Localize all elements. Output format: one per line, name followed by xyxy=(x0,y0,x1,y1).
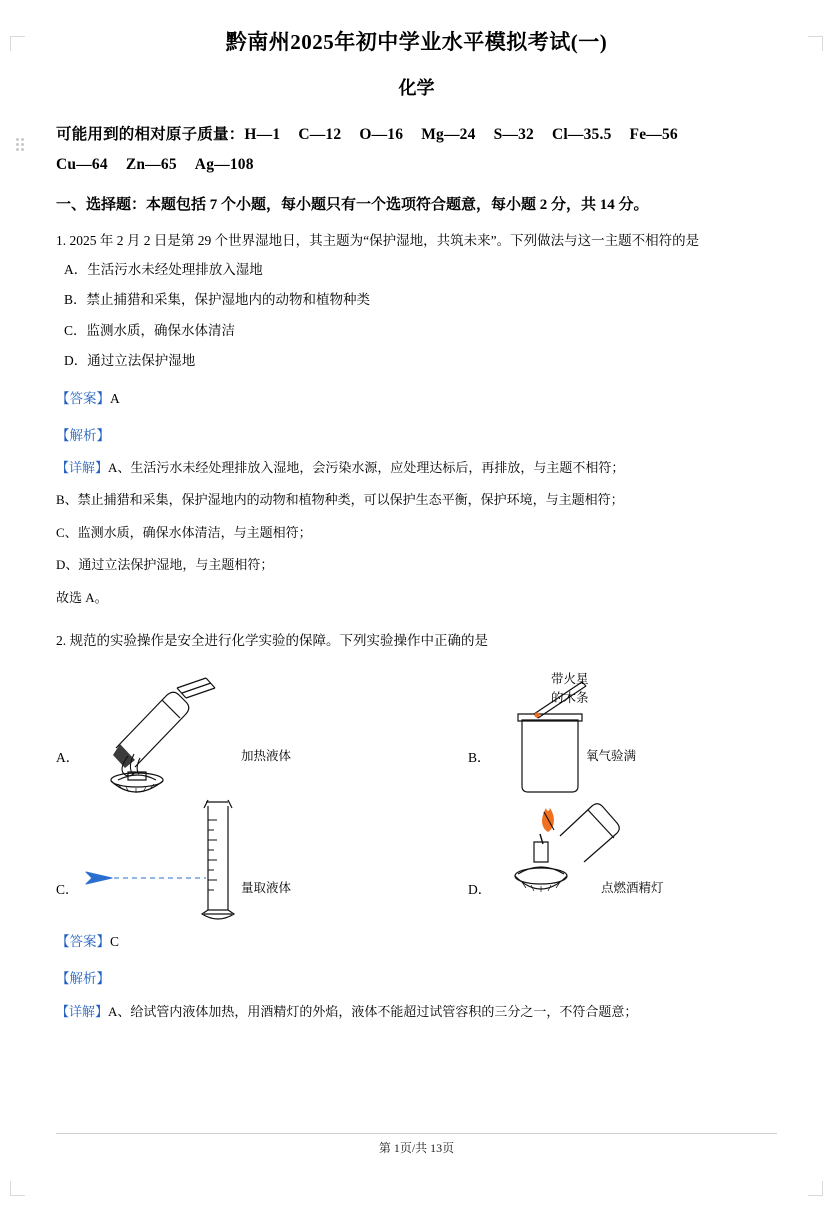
document-page xyxy=(0,26,833,1206)
section-heading: 一、选择题：本题包括 7 个小题，每小题只有一个选项符合题意，每小题 2 分，共 14 分。 xyxy=(56,197,649,214)
question-2-option-a-letter: A． xyxy=(56,750,80,766)
question-2-option-a-caption: 加热液体 xyxy=(241,749,292,764)
analysis-tag: 【解析】 xyxy=(56,971,110,987)
question-2-option-c-letter: C． xyxy=(56,882,79,898)
crop-mark-bottom-left xyxy=(10,1181,25,1196)
question-1-stem: 1. 2025 年 2 月 2 日是第 29 个世界湿地日，其主题为“保护湿地，共筑未来”。下列做法与这一主题不相符的是 xyxy=(56,233,700,249)
crop-mark-bottom-right xyxy=(808,1181,823,1196)
question-2-option-b-annotation: 带火星 的木条 xyxy=(551,672,589,705)
atomic-mass-c: C—12 xyxy=(298,126,342,143)
question-1-answer xyxy=(56,383,777,414)
atomic-mass-h: H—1 xyxy=(244,126,281,143)
question-1-option-a[interactable]: A．生活污水未经处理排放入湿地 xyxy=(64,262,263,278)
question-1-conclusion: 故选 A。 xyxy=(56,589,108,605)
test-tube-heating-icon xyxy=(78,660,248,800)
question-2-analysis-tag xyxy=(56,963,777,994)
question-2-option-c-caption: 量取液体 xyxy=(241,881,292,896)
lighting-alcohol-lamp-icon xyxy=(488,790,668,922)
question-1-detail-4: D、通过立法保护湿地，与主题相符； xyxy=(56,557,274,573)
atomic-mass-o: O—16 xyxy=(359,126,404,143)
question-2-option-b-letter: B． xyxy=(468,750,491,766)
atomic-mass-zn: Zn—65 xyxy=(125,156,177,174)
answer-value: A xyxy=(110,390,120,406)
atomic-mass-cu: Cu—64 xyxy=(56,156,108,174)
question-1-detail-2: B、禁止捕猎和采集，保护湿地内的动物和植物种类，可以保护生态平衡，保护环境，与主题相符； xyxy=(56,492,624,508)
question-1-analysis-tag xyxy=(56,420,777,451)
detail-text: A、生活污水未经处理排放入湿地，会污染水源，应处理达标后，再排放，与主题不相符； xyxy=(108,459,625,475)
page-title: 黔南州2025年初中学业水平模拟考试(一) xyxy=(225,30,608,54)
atomic-mass-ag: Ag—108 xyxy=(194,156,254,174)
question-2-figure-grid xyxy=(56,660,777,920)
page-subtitle: 化学 xyxy=(398,78,435,98)
footer-divider xyxy=(56,1133,777,1134)
detail-tag: 【详解】 xyxy=(56,1003,109,1019)
question-1-detail-3: C、监测水质，确保水体清洁，与主题相符； xyxy=(56,524,312,540)
question-2-option-d-caption: 点燃酒精灯 xyxy=(601,881,664,896)
question-2-option-d-letter: D． xyxy=(468,882,492,898)
analysis-tag: 【解析】 xyxy=(56,427,110,443)
drag-handle-icon[interactable] xyxy=(16,138,26,152)
crop-mark-top-left xyxy=(10,36,25,51)
atomic-mass-s: S—32 xyxy=(493,126,534,143)
atomic-mass-block xyxy=(56,120,777,180)
answer-tag: 【答案】 xyxy=(56,390,110,406)
atomic-mass-label: 可能用到的相对原子质量： xyxy=(56,126,245,143)
question-1-option-c[interactable]: C．监测水质，确保水体清洁 xyxy=(64,322,236,338)
question-2-answer xyxy=(56,926,777,957)
question-1-detail-1 xyxy=(56,453,777,484)
detail-text: A、给试管内液体加热，用酒精灯的外焰，液体不能超过试管容积的三分之一，不符合题意； xyxy=(108,1003,638,1019)
atomic-mass-fe: Fe—56 xyxy=(629,126,678,143)
question-2-detail-1 xyxy=(56,997,777,1028)
question-1-option-d[interactable]: D．通过立法保护湿地 xyxy=(64,353,196,369)
question-1-option-b[interactable]: B．禁止捕猎和采集，保护湿地内的动物和植物种类 xyxy=(64,292,371,308)
crop-mark-top-right xyxy=(808,36,823,51)
question-2-stem: 2. 规范的实验操作是安全进行化学实验的保障。下列实验操作中正确的是 xyxy=(56,633,488,649)
question-2-option-b-caption: 氧气验满 xyxy=(586,749,637,764)
answer-tag: 【答案】 xyxy=(56,934,110,950)
measuring-cylinder-icon xyxy=(78,794,248,922)
atomic-mass-mg: Mg—24 xyxy=(421,126,476,143)
answer-value: C xyxy=(110,934,120,950)
page-footer: 第 1页/共 13页 xyxy=(378,1141,455,1155)
detail-tag: 【详解】 xyxy=(56,459,109,475)
atomic-mass-cl: Cl—35.5 xyxy=(552,126,612,143)
